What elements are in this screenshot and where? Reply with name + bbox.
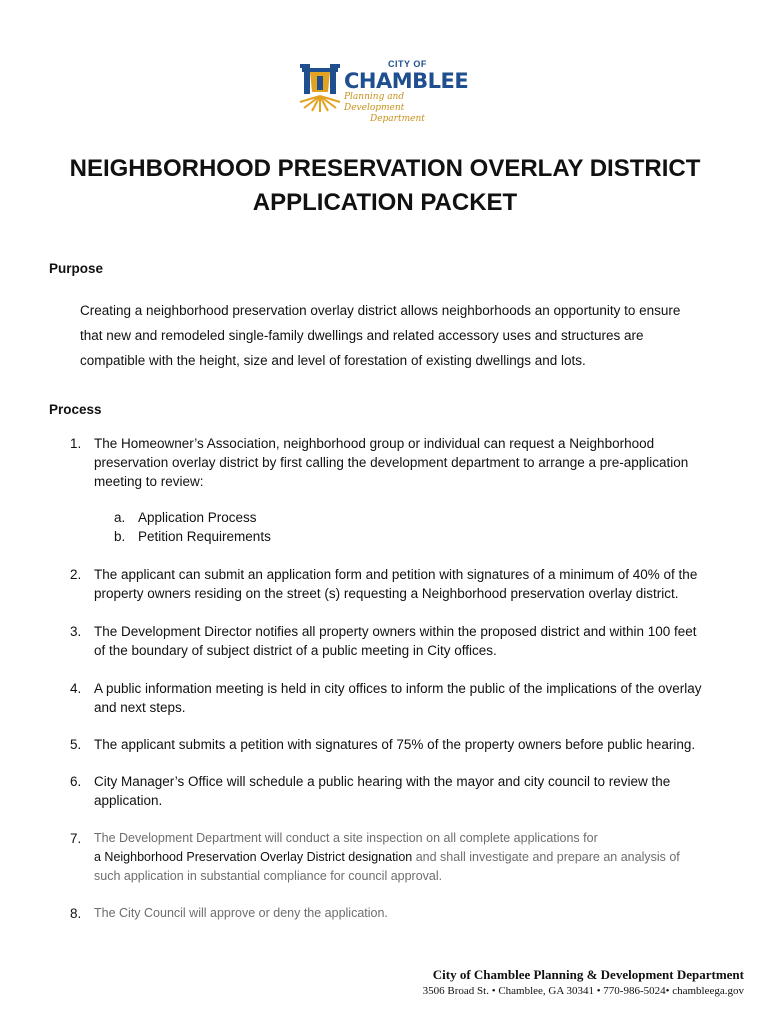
step-number: 3.	[70, 624, 82, 639]
step-number: 7.	[70, 831, 82, 846]
process-step-6	[70, 772, 730, 810]
sublist-text: Application Process	[138, 510, 257, 525]
step-text: property owners residing on the street (s) requesting a Neighborhood preservation overlay district.	[94, 586, 679, 601]
purpose-line: that new and remodeled single-family dwellings and related accessory uses and structures are	[80, 328, 644, 343]
step-number: 1.	[70, 436, 82, 451]
title-line-2: APPLICATION PACKET	[252, 189, 518, 216]
step-1-sublist	[114, 508, 271, 546]
step-text: A public information meeting is held in city offices to inform the public of the implications of the overlay	[94, 681, 702, 696]
step-number: 4.	[70, 681, 82, 696]
sublist-item	[114, 508, 271, 527]
logo-subtitle-line2: Department	[370, 114, 425, 124]
purpose-heading: Purpose	[49, 261, 104, 276]
logo-city-name: CHAMBLEE	[344, 69, 469, 93]
step-text: such application in substantial compliance for council approval.	[94, 869, 443, 883]
purpose-line: Creating a neighborhood preservation overlay district allows neighborhoods an opportunity to ensure	[80, 303, 681, 318]
step-number: 2.	[70, 567, 82, 582]
purpose-paragraph	[80, 298, 730, 373]
process-step-3	[70, 622, 730, 660]
chamblee-emblem-icon	[296, 62, 344, 112]
logo-city-of: CITY OF	[388, 59, 427, 69]
step-text: and next steps.	[94, 700, 186, 715]
step-text: application.	[94, 793, 163, 808]
step-text: and shall investigate and prepare an analysis of	[412, 850, 680, 864]
title-line-1: NEIGHBORHOOD PRESERVATION OVERLAY DISTRICT	[69, 155, 701, 182]
step-text: The applicant submits a petition with signatures of 75% of the property owners before public hearing.	[94, 737, 696, 752]
step-text: preservation overlay district by first calling the development department to arrange a pre-application	[94, 455, 689, 470]
step-text: The Development Department will conduct a site inspection on all complete applications for	[94, 831, 598, 845]
footer-title: City of Chamblee Planning & Development Department	[432, 967, 744, 982]
sublist-letter: a.	[114, 510, 126, 525]
step-text: The City Council will approve or deny the application.	[94, 906, 388, 920]
step-text: City Manager’s Office will schedule a public hearing with the mayor and city council to review the	[94, 774, 671, 789]
step-text: of the boundary of subject district of a public meeting in City offices.	[94, 643, 497, 658]
purpose-line: compatible with the height, size and level of forestation of existing dwellings and lots.	[80, 353, 586, 368]
process-step-8	[70, 904, 730, 923]
process-step-5	[70, 735, 730, 754]
sublist-letter: b.	[114, 529, 126, 544]
step-number: 5.	[70, 737, 82, 752]
footer-address: 3506 Broad St. • Chamblee, GA 30341 • 770-986-5024• chambleega.gov	[422, 985, 744, 997]
step-text: meeting to review:	[94, 474, 204, 489]
process-step-2	[70, 565, 730, 603]
process-heading: Process	[49, 402, 102, 417]
sublist-text: Petition Requirements	[138, 529, 271, 544]
process-step-7	[70, 829, 730, 886]
step-text: The Development Director notifies all property owners within the proposed district and within 100 feet	[94, 624, 697, 639]
sublist-item	[114, 527, 271, 546]
logo-subtitle-line1: Planning and Development	[344, 92, 405, 113]
document-title	[0, 152, 770, 220]
step-text-emphasis: a Neighborhood Preservation Overlay District designation	[94, 850, 413, 864]
step-text: The Homeowner’s Association, neighborhood group or individual can request a Neighborhood	[94, 436, 655, 451]
process-step-4	[70, 679, 730, 717]
step-number: 8.	[70, 906, 82, 921]
footer	[423, 966, 744, 999]
process-step-1	[70, 434, 730, 491]
city-logo	[296, 58, 469, 124]
step-text: The applicant can submit an application form and petition with signatures of a minimum of 40% of the	[94, 567, 698, 582]
step-number: 6.	[70, 774, 82, 789]
